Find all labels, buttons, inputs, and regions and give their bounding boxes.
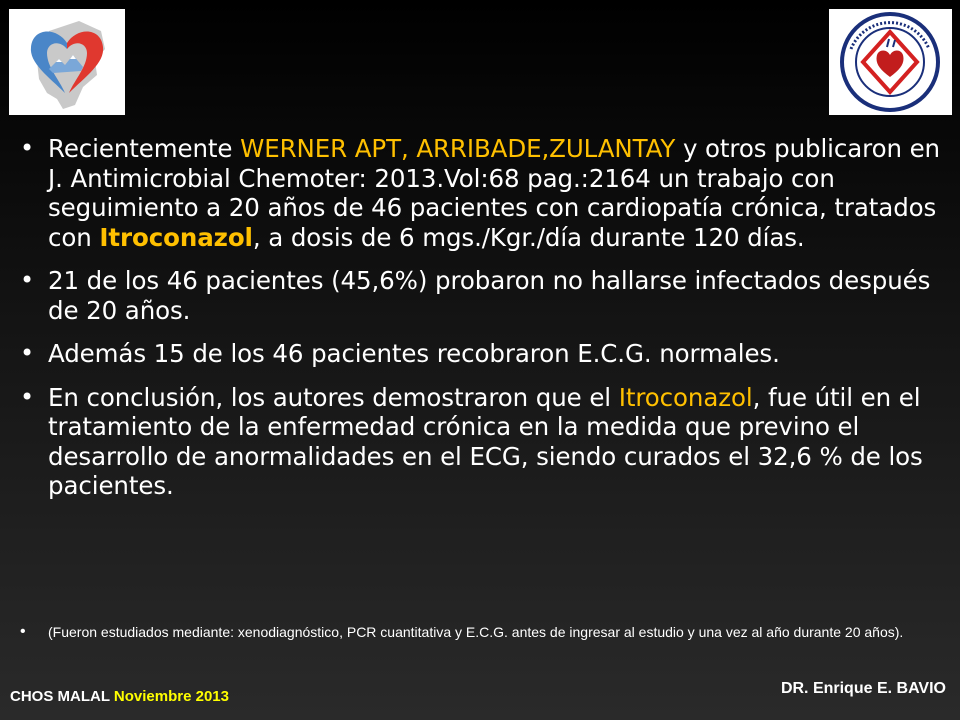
bullet-dot: • [20, 266, 35, 294]
bullet-item-study: • Recientemente WERNER APT, ARRIBADE,ZULANTAY y otros publicaron en J. Antimicrobial Chemoter: 2013.Vol:68 pag.:2164 un trabajo con seguimiento a 20 años de 46 pacientes con cardiopatía crónica, tratados con Itroconazol, a dosis de 6 mgs./Kgr./día durante 120 días. [20, 134, 940, 252]
bullet-list [20, 134, 940, 515]
bullet-item-conclusion: • En conclusión, los autores demostraron que el Itroconazol, fue útil en el tratamiento de la enfermedad crónica en la medida que previno el desarrollo de anormalidades en el ECG, siendo curados el 32,6 % de los pacientes. [20, 382, 923, 500]
bullet-dot: • [20, 134, 35, 162]
cardiology-seal-icon [829, 9, 952, 115]
heart-map-icon [9, 9, 125, 115]
fac-seal-logo [829, 9, 952, 115]
footer-author: DR. Enrique E. BAVIO [780, 680, 946, 697]
bullet-dot: • [20, 382, 35, 411]
bullet-dot: • [20, 623, 26, 640]
heart-map-logo [9, 9, 125, 115]
bullet-item-ecg: • Además 15 de los 46 pacientes recobraron E.C.G. normales. [20, 339, 780, 368]
bullet-item-results: • 21 de los 46 pacientes (45,6%) probaron no hallarse infectados después de 20 años. [20, 266, 931, 325]
drug-highlight: Itroconazol [618, 382, 753, 412]
authors-highlight: WERNER APT, ARRIBADE,ZULANTAY [240, 134, 676, 163]
drug-highlight: Itroconazol [99, 222, 253, 252]
bullet-dot: • [20, 339, 35, 367]
methods-note: • (Fueron estudiados mediante: xenodiagnóstico, PCR cuantitativa y E.C.G. antes de ingresar al estudio y una vez al año durante 20 años). [20, 623, 904, 640]
footer-date: Noviembre 2013 [113, 688, 229, 705]
footer-place: CHOS MALAL [10, 688, 110, 705]
footer-place-date [10, 688, 229, 705]
